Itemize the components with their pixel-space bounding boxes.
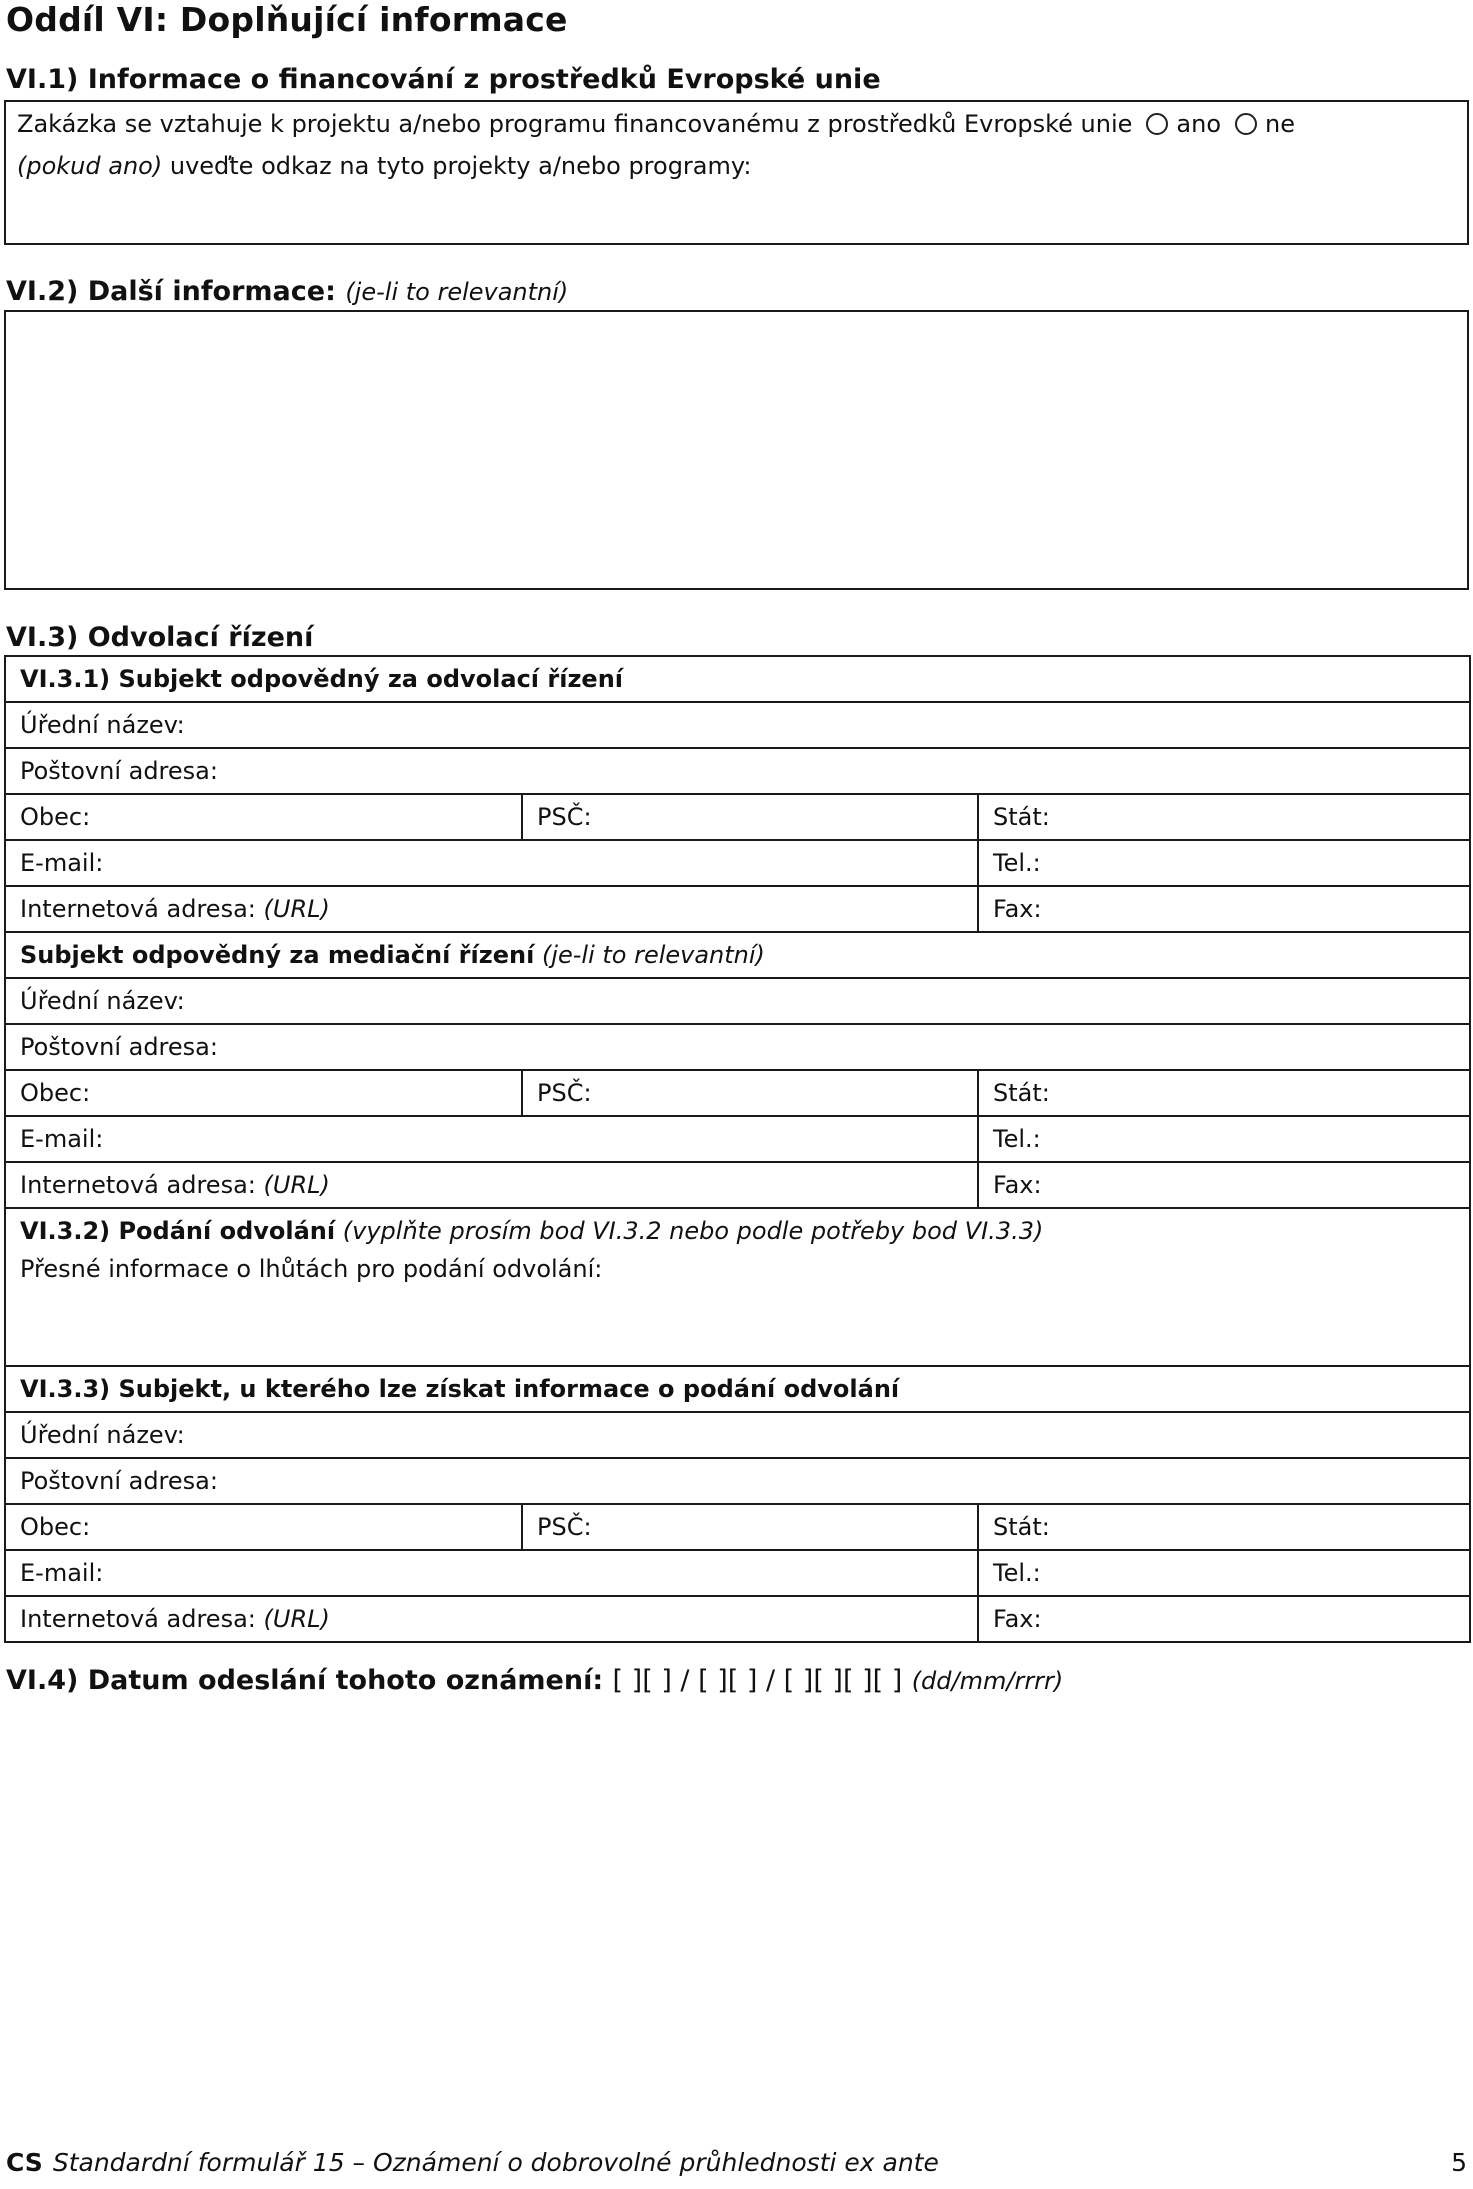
tel-field[interactable]: Tel.: [978,1116,1470,1162]
table-row [5,1024,1470,1070]
appeal-table [4,655,1471,1643]
town-field[interactable]: Obec: [5,794,522,840]
mediation-heading [5,932,1470,978]
table-row [5,1116,1470,1162]
vi32-heading-text: VI.3.2) Podání odvolání [20,1217,336,1245]
table-row [5,840,1470,886]
vi2-note: (je-li to relevantní) [345,278,569,306]
date-input[interactable]: [ ][ ] / [ ][ ] / [ ][ ][ ][ ] [612,1665,903,1696]
table-row [5,1458,1470,1504]
vi1-heading: VI.1) Informace o financování z prostředků Evropské unie [6,64,881,95]
mediation-note: (je-li to relevantní) [541,941,765,969]
tel-field[interactable]: Tel.: [978,840,1470,886]
url-note: (URL) [263,1171,330,1199]
postal-code-field[interactable]: PSČ: [522,1504,978,1550]
postal-code-field[interactable]: PSČ: [522,1070,978,1116]
table-row [5,1162,1470,1208]
table-row [5,702,1470,748]
country-field[interactable]: Stát: [978,1070,1470,1116]
mediation-heading-text: Subjekt odpovědný za mediační řízení [20,941,535,969]
eu-funding-question-text: Zakázka se vztahuje k projektu a/nebo programu financovanému z prostředků Evropské unie [17,110,1133,138]
appeal-lodging-cell[interactable] [5,1208,1470,1366]
country-field[interactable]: Stát: [978,1504,1470,1550]
postal-address-field[interactable]: Poštovní adresa: [5,1458,1470,1504]
fax-field[interactable]: Fax: [978,886,1470,932]
section-title: Oddíl VI: Doplňující informace [6,0,568,39]
tel-field[interactable]: Tel.: [978,1550,1470,1596]
radio-yes-label: ano [1176,110,1222,138]
footer-language: CS [6,2148,43,2177]
postal-code-field[interactable]: PSČ: [522,794,978,840]
table-row [5,886,1470,932]
internet-address-label: Internetová adresa: [20,1171,256,1199]
email-field[interactable]: E-mail: [5,840,978,886]
additional-info-box[interactable] [4,310,1469,590]
official-name-field[interactable]: Úřední název: [5,978,1470,1024]
date-format-note: (dd/mm/rrrr) [911,1667,1064,1695]
appeal-deadline-label: Přesné informace o lhůtách pro podání odvolání: [20,1255,603,1283]
internet-address-label: Internetová adresa: [20,1605,256,1633]
project-reference-label: uveďte odkaz na tyto projekty a/nebo programy: [169,152,752,180]
page-number: 5 [1451,2148,1467,2177]
if-yes-note: (pokud ano) [17,152,163,180]
table-row [5,1596,1470,1642]
table-row [5,1504,1470,1550]
table-row [5,656,1470,702]
vi1-box [4,100,1469,245]
table-row [5,1208,1470,1366]
internet-address-field[interactable] [5,1596,978,1642]
url-note: (URL) [263,895,330,923]
table-row [5,1070,1470,1116]
email-field[interactable]: E-mail: [5,1550,978,1596]
official-name-field[interactable]: Úřední název: [5,1412,1470,1458]
town-field[interactable]: Obec: [5,1070,522,1116]
vi4-heading [6,1665,1063,1696]
official-name-field[interactable]: Úřední název: [5,702,1470,748]
vi32-note: (vyplňte prosím bod VI.3.2 nebo podle potřeby bod VI.3.3) [342,1217,1044,1245]
table-row [5,794,1470,840]
table-row [5,978,1470,1024]
email-field[interactable]: E-mail: [5,1116,978,1162]
internet-address-field[interactable] [5,886,978,932]
postal-address-field[interactable]: Poštovní adresa: [5,1024,1470,1070]
town-field[interactable]: Obec: [5,1504,522,1550]
table-row [5,748,1470,794]
vi33-heading: VI.3.3) Subjekt, u kterého lze získat informace o podání odvolání [5,1366,1470,1412]
vi32-heading [20,1217,1469,1245]
country-field[interactable]: Stát: [978,794,1470,840]
radio-yes[interactable] [1146,113,1168,135]
fax-field[interactable]: Fax: [978,1162,1470,1208]
url-note: (URL) [263,1605,330,1633]
vi3-heading: VI.3) Odvolací řízení [6,622,314,653]
vi2-heading-text: VI.2) Další informace: [6,276,336,307]
internet-address-label: Internetová adresa: [20,895,256,923]
radio-no-label: ne [1265,110,1295,138]
eu-project-reference [17,152,751,180]
table-row [5,1412,1470,1458]
table-row [5,932,1470,978]
eu-funding-question [17,110,1295,138]
table-row [5,1550,1470,1596]
vi4-heading-text: VI.4) Datum odeslání tohoto oznámení: [6,1665,604,1696]
vi31-heading: VI.3.1) Subjekt odpovědný za odvolací řízení [5,656,1470,702]
fax-field[interactable]: Fax: [978,1596,1470,1642]
table-row [5,1366,1470,1412]
footer-form-title: Standardní formulář 15 – Oznámení o dobrovolné průhlednosti ex ante [52,2148,939,2177]
internet-address-field[interactable] [5,1162,978,1208]
postal-address-field[interactable]: Poštovní adresa: [5,748,1470,794]
vi2-heading [6,276,568,307]
radio-no[interactable] [1235,113,1257,135]
footer [6,2148,939,2177]
